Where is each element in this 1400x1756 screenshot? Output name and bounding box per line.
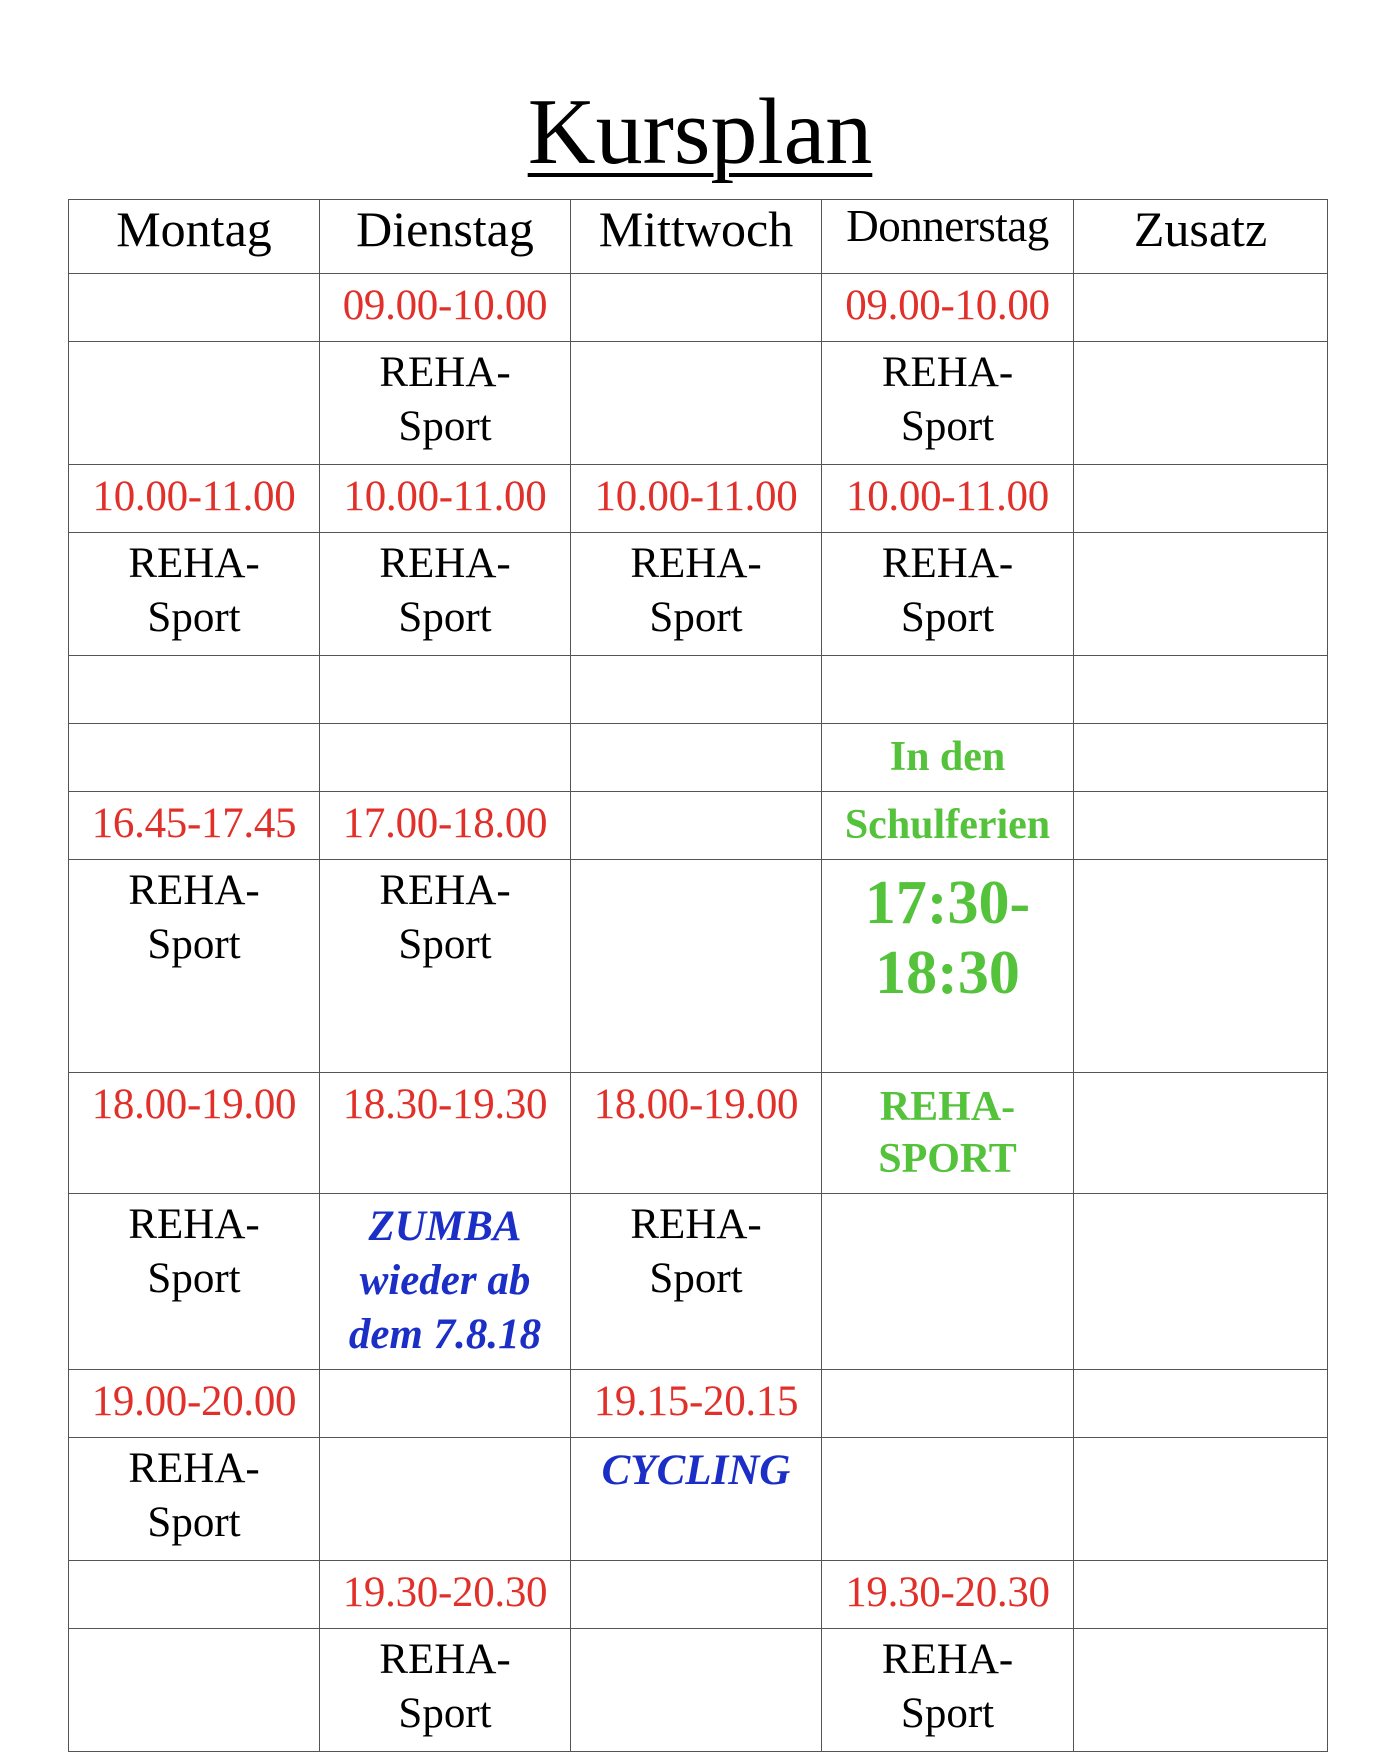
cell-text: REHA- Sport	[128, 1445, 260, 1546]
table-cell	[320, 1073, 571, 1194]
table-cell	[69, 274, 320, 342]
header-row	[69, 200, 1328, 274]
cell-text: REHA- Sport	[630, 540, 762, 641]
table-cell	[1074, 1561, 1328, 1629]
table-row	[69, 465, 1328, 533]
table-cell	[822, 1561, 1074, 1629]
cell-text: REHA- Sport	[881, 1636, 1014, 1737]
table-cell	[1074, 724, 1328, 792]
table-cell	[571, 860, 822, 1073]
table-cell	[69, 1438, 320, 1561]
table-cell	[571, 656, 822, 724]
cell-text: REHA- SPORT	[878, 1084, 1017, 1182]
table-cell	[822, 724, 1074, 792]
cell-text: REHA- Sport	[379, 867, 511, 968]
table-cell	[571, 274, 822, 342]
table-row	[69, 1629, 1328, 1752]
table-cell	[1074, 1073, 1328, 1194]
table-cell	[320, 860, 571, 1073]
page-title: Kursplan	[527, 80, 873, 184]
column-header-donnerstag: Donnerstag	[822, 200, 1074, 274]
cell-text: 10.00-11.00	[846, 473, 1049, 520]
table-cell	[822, 1073, 1074, 1194]
table-cell	[1074, 1370, 1328, 1438]
table-cell	[822, 533, 1074, 656]
table-cell	[69, 860, 320, 1073]
cell-text: 10.00-11.00	[92, 473, 296, 520]
table-cell	[571, 533, 822, 656]
table-cell	[571, 465, 822, 533]
cell-text: 09.00-10.00	[342, 282, 548, 329]
cell-text: In den	[889, 734, 1006, 780]
cell-text: 16.45-17.45	[91, 800, 297, 847]
cell-text: 18.00-19.00	[593, 1081, 799, 1128]
cell-text: REHA- Sport	[128, 1201, 260, 1302]
cell-text: 19.15-20.15	[593, 1378, 799, 1425]
table-cell	[320, 342, 571, 465]
column-header-montag: Montag	[69, 200, 320, 274]
table-cell	[571, 1370, 822, 1438]
table-cell	[1074, 1438, 1328, 1561]
table-cell	[571, 1194, 822, 1370]
table-cell	[320, 533, 571, 656]
cell-text: REHA- Sport	[379, 540, 511, 641]
table-cell	[571, 1438, 822, 1561]
table-cell	[69, 724, 320, 792]
cell-text: REHA- Sport	[379, 1636, 511, 1737]
table-row	[69, 274, 1328, 342]
cell-text: 19.30-20.30	[845, 1569, 1050, 1616]
column-header-mittwoch: Mittwoch	[571, 200, 822, 274]
cell-text: CYCLING	[601, 1447, 791, 1494]
table-cell	[822, 656, 1074, 724]
table-row	[69, 724, 1328, 792]
table-cell	[571, 342, 822, 465]
table-cell	[320, 274, 571, 342]
cell-text: 09.00-10.00	[845, 282, 1050, 329]
table-cell	[69, 1629, 320, 1752]
table-row	[69, 792, 1328, 860]
cell-text: REHA- Sport	[379, 349, 511, 450]
table-cell	[69, 465, 320, 533]
cell-text: 19.30-20.30	[342, 1569, 548, 1616]
table-cell	[822, 1194, 1074, 1370]
table-cell	[69, 792, 320, 860]
table-cell	[320, 656, 571, 724]
table-cell	[320, 792, 571, 860]
cell-text: REHA- Sport	[881, 540, 1014, 641]
table-cell	[571, 1561, 822, 1629]
table-cell	[822, 1438, 1074, 1561]
table-cell	[320, 465, 571, 533]
table-cell	[320, 1194, 571, 1370]
table-cell	[69, 1370, 320, 1438]
table-cell	[822, 342, 1074, 465]
table-cell	[1074, 342, 1328, 465]
table-cell	[1074, 860, 1328, 1073]
cell-text: 10.00-11.00	[594, 473, 798, 520]
table-row	[69, 1370, 1328, 1438]
table-cell	[571, 1629, 822, 1752]
column-header-dienstag: Dienstag	[320, 200, 571, 274]
cell-text: 18.00-19.00	[91, 1081, 297, 1128]
cell-text: REHA- Sport	[630, 1201, 762, 1302]
table-cell	[320, 1370, 571, 1438]
table-row	[69, 342, 1328, 465]
cell-text: ZUMBA wieder ab dem 7.8.18	[348, 1203, 542, 1358]
table-cell	[1074, 656, 1328, 724]
column-header-zusatz: Zusatz	[1074, 200, 1328, 274]
table-cell	[69, 533, 320, 656]
table-cell	[69, 342, 320, 465]
table-cell	[822, 1370, 1074, 1438]
table-cell	[822, 1629, 1074, 1752]
cell-text: 18.30-19.30	[342, 1081, 548, 1128]
cell-text: 10.00-11.00	[343, 473, 547, 520]
table-row	[69, 860, 1328, 1073]
cell-text: 19.00-20.00	[91, 1378, 297, 1425]
table-cell	[69, 1194, 320, 1370]
table-cell	[320, 1438, 571, 1561]
table-cell	[571, 792, 822, 860]
table-row	[69, 1073, 1328, 1194]
table-cell	[69, 1561, 320, 1629]
table-row	[69, 656, 1328, 724]
table-cell	[320, 1629, 571, 1752]
table-row	[69, 1438, 1328, 1561]
table-cell	[822, 465, 1074, 533]
table-cell	[822, 860, 1074, 1073]
cell-text: 17.00-18.00	[342, 800, 548, 847]
table-cell	[1074, 465, 1328, 533]
table-cell	[571, 1073, 822, 1194]
table-cell	[69, 656, 320, 724]
schedule-table	[68, 199, 1328, 1752]
table-row	[69, 1194, 1328, 1370]
table-cell	[320, 724, 571, 792]
table-cell	[320, 1561, 571, 1629]
table-cell	[822, 274, 1074, 342]
table-cell	[1074, 274, 1328, 342]
table-cell	[1074, 1629, 1328, 1752]
schedule-body	[69, 274, 1328, 1752]
table-cell	[571, 724, 822, 792]
cell-text: 17:30- 18:30	[864, 869, 1031, 1007]
cell-text: REHA- Sport	[128, 867, 260, 968]
table-cell	[1074, 1194, 1328, 1370]
cell-text: REHA- Sport	[881, 349, 1014, 450]
table-row	[69, 1561, 1328, 1629]
table-cell	[1074, 792, 1328, 860]
cell-text: Schulferien	[844, 802, 1051, 848]
cell-text: REHA- Sport	[128, 540, 260, 641]
table-cell	[69, 1073, 320, 1194]
table-cell	[822, 792, 1074, 860]
table-cell	[1074, 533, 1328, 656]
table-row	[69, 533, 1328, 656]
